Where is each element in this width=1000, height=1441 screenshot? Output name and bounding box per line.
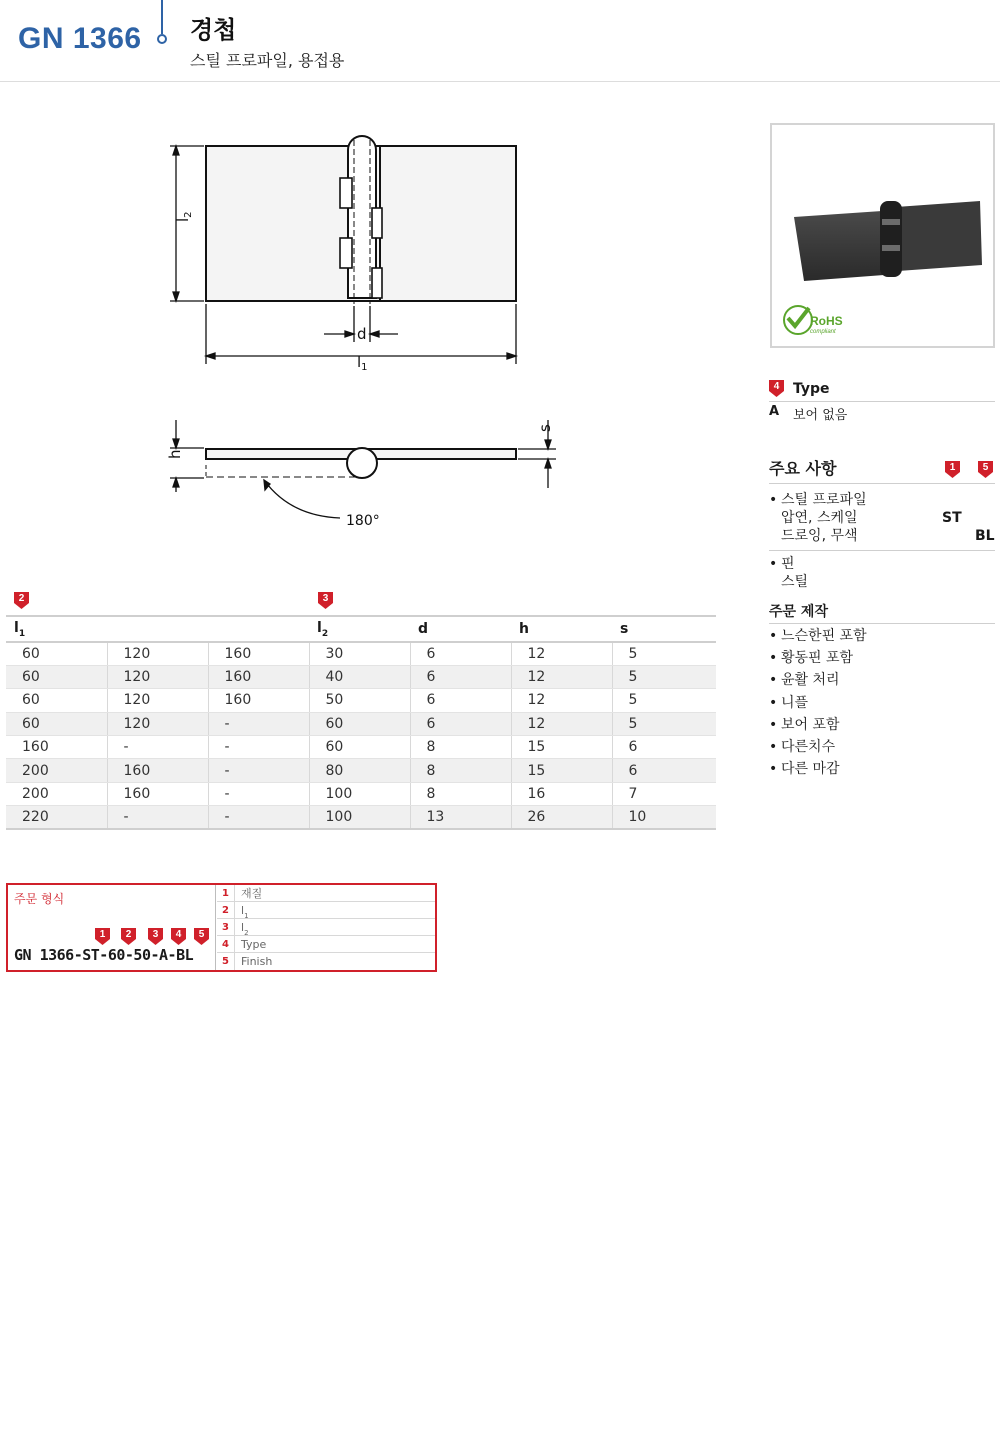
label-l2: $l_2$ — [174, 211, 194, 222]
product-code: GN 1366 — [18, 22, 142, 55]
table-cell: 15 — [511, 759, 612, 782]
svg-text:compliant: compliant — [810, 329, 836, 335]
table-cell: 16 — [511, 782, 612, 805]
table-cell: 200 — [6, 782, 107, 805]
table-cell: 120 — [107, 665, 208, 688]
badge-3: 3 — [148, 928, 163, 945]
table-cell: 12 — [511, 712, 612, 735]
hinge-leaf-right — [380, 146, 516, 301]
table-row — [6, 642, 716, 665]
table-cell: 60 — [309, 712, 410, 735]
hinge-image — [772, 125, 993, 346]
features-heading: 주요 사항 1 5 — [769, 456, 995, 484]
table-cell: 100 — [309, 782, 410, 805]
table-cell: 6 — [612, 736, 716, 759]
table-cell: 5 — [612, 665, 716, 688]
table-cell: 6 — [410, 689, 511, 712]
table-cell: - — [208, 712, 309, 735]
table-cell: 60 — [6, 689, 107, 712]
table-cell: 12 — [511, 665, 612, 688]
table-row — [6, 759, 716, 782]
badge-4: 4 — [769, 380, 784, 397]
table-cell: 160 — [208, 642, 309, 665]
table-cell: 8 — [410, 782, 511, 805]
table-cell: 160 — [208, 689, 309, 712]
type-heading: 4 Type — [769, 378, 995, 402]
order-options-list — [769, 627, 995, 782]
badge-2: 2 — [121, 928, 136, 945]
table-cell: - — [208, 782, 309, 805]
badge-4: 4 — [171, 928, 186, 945]
header-divider-dot — [157, 34, 167, 44]
label-angle: 180° — [346, 513, 380, 529]
list-item: • 황동핀 포함 — [769, 650, 854, 667]
table-row — [6, 712, 716, 735]
rohs-icon — [784, 306, 843, 335]
label-d: d — [357, 325, 367, 343]
list-item: • 다른치수 — [769, 738, 836, 755]
header-l1: $l_1$ — [6, 616, 309, 642]
table-cell: - — [107, 736, 208, 759]
order-options-heading: 주문 제작 — [769, 601, 995, 624]
table-cell: 120 — [107, 642, 208, 665]
list-item: • 보어 포함 — [769, 716, 840, 733]
label-h: h — [166, 449, 184, 459]
table-cell: 220 — [6, 806, 107, 829]
page-subtitle: 스틸 프로파일, 용접용 — [190, 51, 345, 70]
table-cell: 12 — [511, 689, 612, 712]
feature-material: • 스틸 프로파일 압연, 스케일 ST 드로잉, 무색 BL — [769, 492, 995, 544]
feature-pin: • 핀 스틸 — [769, 556, 809, 590]
table-cell: - — [107, 806, 208, 829]
table-cell: 120 — [107, 712, 208, 735]
table-cell: - — [208, 759, 309, 782]
header-l2: $l_2$ — [309, 616, 410, 642]
table-cell: 5 — [612, 689, 716, 712]
badge-2: 2 — [14, 592, 29, 609]
list-item: • 느슨한핀 포함 — [769, 628, 867, 644]
table-cell: 40 — [309, 665, 410, 688]
page-header — [0, 0, 1000, 82]
svg-text:RoHS: RoHS — [810, 314, 843, 328]
list-item: • 다른 마감 — [769, 761, 840, 778]
badge-1: 1 — [945, 461, 960, 478]
label-s: s — [536, 424, 554, 432]
table-cell: 200 — [6, 759, 107, 782]
order-legend-row: 1 재질 — [217, 885, 435, 902]
table-cell: 7 — [612, 782, 716, 805]
table-row — [6, 782, 716, 805]
table-cell: 26 — [511, 806, 612, 829]
table-cell: 12 — [511, 642, 612, 665]
badge-5: 5 — [194, 928, 209, 945]
page-title: 경첩 — [190, 16, 237, 44]
list-item: • 윤활 처리 — [769, 672, 840, 689]
table-cell: 60 — [6, 712, 107, 735]
header-s: s — [612, 616, 716, 642]
table-cell: 160 — [107, 759, 208, 782]
features-list — [769, 491, 995, 591]
table-row — [6, 736, 716, 759]
dimensions-table — [6, 615, 716, 830]
table-cell: 5 — [612, 712, 716, 735]
table-cell: 6 — [410, 712, 511, 735]
table-cell: 6 — [410, 665, 511, 688]
header-h: h — [511, 616, 612, 642]
order-legend-row: 4 Type — [217, 936, 435, 953]
table-cell: 60 — [309, 736, 410, 759]
table-cell: 6 — [410, 642, 511, 665]
table-cell: 60 — [6, 665, 107, 688]
technical-drawing — [160, 120, 580, 540]
table-cell: 6 — [612, 759, 716, 782]
product-photo — [770, 123, 995, 348]
table-cell: 10 — [612, 806, 716, 829]
table-cell: 13 — [410, 806, 511, 829]
order-legend-row: 2 $l_1$ — [217, 902, 435, 919]
table-row — [6, 806, 716, 829]
table-cell: 120 — [107, 689, 208, 712]
header-d: d — [410, 616, 511, 642]
list-item: • 니플 — [769, 694, 809, 711]
table-cell: 160 — [208, 665, 309, 688]
table-cell: 80 — [309, 759, 410, 782]
table-cell: 30 — [309, 642, 410, 665]
table-cell: - — [208, 736, 309, 759]
order-legend — [217, 885, 435, 970]
label-l1: $l_1$ — [357, 353, 368, 373]
side-view-pin — [347, 448, 377, 478]
table-badges — [14, 592, 716, 612]
badge-3: 3 — [318, 592, 333, 609]
table-cell: 100 — [309, 806, 410, 829]
table-cell: - — [208, 806, 309, 829]
table-row — [6, 665, 716, 688]
header-divider-line — [161, 0, 163, 34]
table-cell: 8 — [410, 736, 511, 759]
badge-5: 5 — [978, 461, 993, 478]
table-cell: 8 — [410, 759, 511, 782]
order-example-box — [6, 883, 437, 972]
table-cell: 160 — [6, 736, 107, 759]
badge-1: 1 — [95, 928, 110, 945]
order-legend-row: 5 Finish — [217, 953, 435, 970]
table-header-row — [6, 616, 716, 642]
table-cell: 60 — [6, 642, 107, 665]
table-cell: 15 — [511, 736, 612, 759]
order-legend-row: 3 $l_2$ — [217, 919, 435, 936]
table-cell: 5 — [612, 642, 716, 665]
order-code: GN 1366-ST-60-50-A-BL — [14, 946, 194, 964]
table-cell: 50 — [309, 689, 410, 712]
order-example-left: 주문 형식 1 2 3 4 5 GN 1366-ST-60-50-A-BL — [8, 885, 216, 970]
table-cell: 160 — [107, 782, 208, 805]
table-row — [6, 689, 716, 712]
